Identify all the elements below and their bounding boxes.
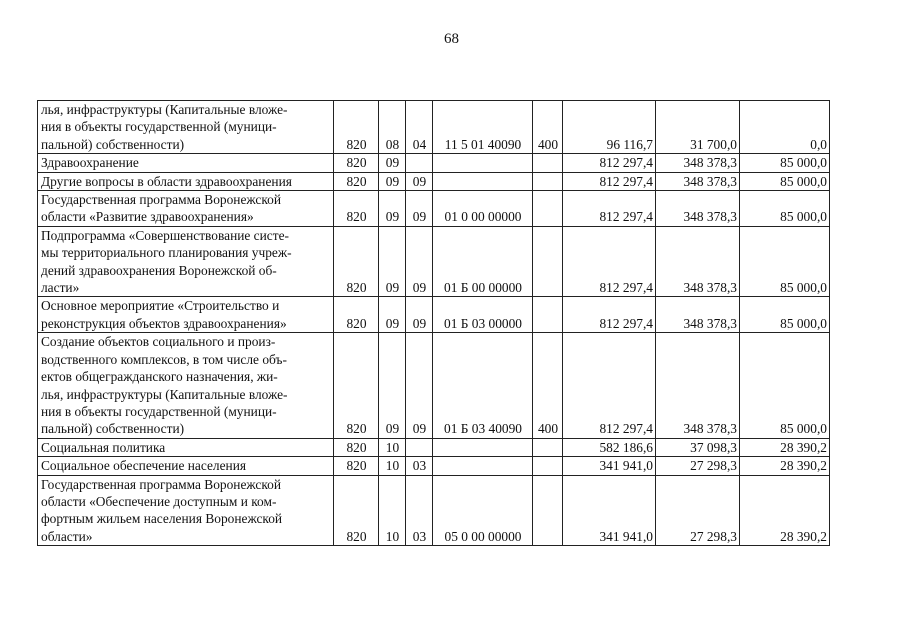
table-row xyxy=(38,438,830,456)
cell-sum-2: 27 298,3 xyxy=(656,475,740,546)
cell-pr: 09 xyxy=(406,172,433,190)
cell-rz: 09 xyxy=(379,226,406,297)
cell-ved: 820 xyxy=(334,101,379,154)
cell-sum-3: 0,0 xyxy=(740,101,830,154)
cell-sum-1: 812 297,4 xyxy=(563,172,656,190)
cell-sum-1: 812 297,4 xyxy=(563,297,656,333)
table-row xyxy=(38,457,830,475)
cell-name: Подпрограмма «Совершенствование систе- мы территориального планирования учреж- дений здравоохранения Воронежской об- ласти» xyxy=(38,226,334,297)
cell-sum-1: 812 297,4 xyxy=(563,191,656,227)
cell-sum-3: 85 000,0 xyxy=(740,154,830,172)
cell-csr xyxy=(433,438,533,456)
table-row xyxy=(38,297,830,333)
cell-sum-2: 348 378,3 xyxy=(656,226,740,297)
cell-vr: 400 xyxy=(533,333,563,438)
cell-sum-2: 31 700,0 xyxy=(656,101,740,154)
cell-sum-1: 341 941,0 xyxy=(563,457,656,475)
cell-pr: 04 xyxy=(406,101,433,154)
cell-sum-1: 812 297,4 xyxy=(563,333,656,438)
cell-ved: 820 xyxy=(334,438,379,456)
cell-sum-2: 348 378,3 xyxy=(656,172,740,190)
cell-name: Социальное обеспечение населения xyxy=(38,457,334,475)
cell-vr xyxy=(533,457,563,475)
cell-sum-3: 85 000,0 xyxy=(740,333,830,438)
cell-pr: 03 xyxy=(406,475,433,546)
cell-vr: 400 xyxy=(533,101,563,154)
table-row xyxy=(38,333,830,438)
cell-rz: 08 xyxy=(379,101,406,154)
cell-rz: 10 xyxy=(379,438,406,456)
cell-sum-2: 348 378,3 xyxy=(656,191,740,227)
cell-vr xyxy=(533,438,563,456)
cell-rz: 10 xyxy=(379,457,406,475)
cell-csr: 01 0 00 00000 xyxy=(433,191,533,227)
table-row xyxy=(38,191,830,227)
cell-pr: 09 xyxy=(406,226,433,297)
cell-rz: 09 xyxy=(379,172,406,190)
cell-name: Государственная программа Воронежской области «Развитие здравоохранения» xyxy=(38,191,334,227)
cell-csr: 05 0 00 00000 xyxy=(433,475,533,546)
cell-pr: 09 xyxy=(406,191,433,227)
table-row xyxy=(38,101,830,154)
cell-sum-3: 85 000,0 xyxy=(740,172,830,190)
cell-sum-3: 28 390,2 xyxy=(740,475,830,546)
cell-rz: 09 xyxy=(379,333,406,438)
cell-vr xyxy=(533,172,563,190)
cell-rz: 10 xyxy=(379,475,406,546)
table-body xyxy=(38,101,830,546)
cell-sum-3: 85 000,0 xyxy=(740,226,830,297)
cell-ved: 820 xyxy=(334,475,379,546)
cell-csr: 11 5 01 40090 xyxy=(433,101,533,154)
cell-sum-1: 582 186,6 xyxy=(563,438,656,456)
cell-pr xyxy=(406,154,433,172)
cell-sum-1: 812 297,4 xyxy=(563,154,656,172)
cell-sum-3: 85 000,0 xyxy=(740,297,830,333)
cell-name: Основное мероприятие «Строительство и реконструкция объектов здравоохранения» xyxy=(38,297,334,333)
cell-csr: 01 Б 03 40090 xyxy=(433,333,533,438)
cell-pr xyxy=(406,438,433,456)
cell-vr xyxy=(533,154,563,172)
cell-ved: 820 xyxy=(334,297,379,333)
cell-ved: 820 xyxy=(334,226,379,297)
cell-sum-3: 28 390,2 xyxy=(740,438,830,456)
cell-csr xyxy=(433,172,533,190)
cell-csr xyxy=(433,154,533,172)
cell-sum-1: 812 297,4 xyxy=(563,226,656,297)
cell-vr xyxy=(533,226,563,297)
cell-pr: 09 xyxy=(406,333,433,438)
cell-sum-2: 37 098,3 xyxy=(656,438,740,456)
cell-sum-1: 96 116,7 xyxy=(563,101,656,154)
cell-name: Государственная программа Воронежской области «Обеспечение доступным и ком- фортным жильем населения Воронежской области» xyxy=(38,475,334,546)
cell-sum-2: 348 378,3 xyxy=(656,297,740,333)
cell-rz: 09 xyxy=(379,191,406,227)
cell-ved: 820 xyxy=(334,333,379,438)
cell-ved: 820 xyxy=(334,172,379,190)
table-row xyxy=(38,172,830,190)
cell-sum-3: 85 000,0 xyxy=(740,191,830,227)
cell-sum-2: 27 298,3 xyxy=(656,457,740,475)
cell-rz: 09 xyxy=(379,297,406,333)
cell-vr xyxy=(533,475,563,546)
cell-csr: 01 Б 03 00000 xyxy=(433,297,533,333)
table-row xyxy=(38,226,830,297)
cell-vr xyxy=(533,297,563,333)
cell-sum-2: 348 378,3 xyxy=(656,333,740,438)
page-number: 68 xyxy=(444,31,459,47)
cell-ved: 820 xyxy=(334,154,379,172)
cell-rz: 09 xyxy=(379,154,406,172)
cell-sum-3: 28 390,2 xyxy=(740,457,830,475)
budget-table xyxy=(37,100,830,546)
cell-ved: 820 xyxy=(334,457,379,475)
cell-sum-2: 348 378,3 xyxy=(656,154,740,172)
cell-name: Другие вопросы в области здравоохранения xyxy=(38,172,334,190)
table-row xyxy=(38,154,830,172)
cell-vr xyxy=(533,191,563,227)
cell-csr xyxy=(433,457,533,475)
cell-ved: 820 xyxy=(334,191,379,227)
cell-name: лья, инфраструктуры (Капитальные вложе- ния в объекты государственной (муници- пальной) собственности) xyxy=(38,101,334,154)
cell-csr: 01 Б 00 00000 xyxy=(433,226,533,297)
cell-name: Здравоохранение xyxy=(38,154,334,172)
cell-name: Социальная политика xyxy=(38,438,334,456)
cell-pr: 03 xyxy=(406,457,433,475)
cell-name: Создание объектов социального и произ- водственного комплексов, в том числе объ- ектов общегражданского назначения, жи- лья, инфраструктуры (Капитальные вложе- ния в объекты государственной (муници- пальной) собственности) xyxy=(38,333,334,438)
cell-sum-1: 341 941,0 xyxy=(563,475,656,546)
table-row xyxy=(38,475,830,546)
cell-pr: 09 xyxy=(406,297,433,333)
